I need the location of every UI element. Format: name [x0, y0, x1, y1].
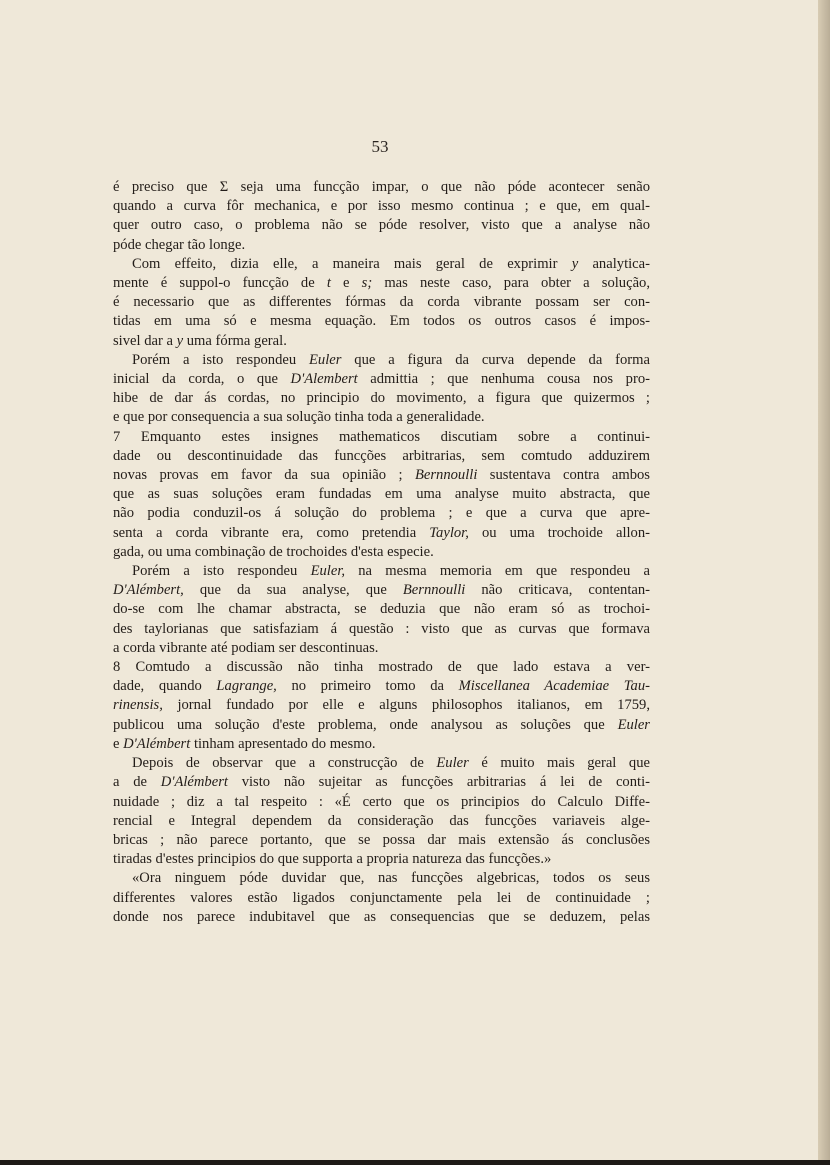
- text-segment: nuidade ; diz a tal respeito : «É certo que os principios do Calculo Diffe-: [113, 793, 650, 810]
- text-line: [113, 735, 650, 754]
- text-line: [113, 716, 650, 735]
- italic-text: D'Alembert: [290, 371, 358, 388]
- text-segment: não podia conduzil-os á solução do problema ; e que a curva que apre-: [113, 505, 650, 522]
- text-line: [113, 197, 650, 216]
- text-line: [113, 408, 650, 427]
- text-line: [113, 255, 650, 274]
- text-segment: que da sua analyse, que: [183, 582, 403, 599]
- text-line: [113, 236, 650, 255]
- text-line: [113, 504, 650, 523]
- text-segment: publicou uma solução d'este problema, onde analysou as soluções que: [113, 716, 618, 733]
- text-line: [113, 889, 650, 908]
- italic-text: y: [176, 332, 184, 349]
- text-segment: que as suas soluções eram fundadas em uma analyse muito abstracta, que: [113, 486, 650, 503]
- text-line: [113, 485, 650, 504]
- text-segment: não criticava, contentan-: [465, 582, 651, 599]
- text-segment: bricas ; não parece portanto, que se possa dar mais extensão ás conclusões: [113, 831, 650, 848]
- text-segment: visto não sujeitar as funcções arbitrarias á lei de conti-: [227, 774, 650, 791]
- text-line: [113, 447, 650, 466]
- italic-text: D'Alémbert: [123, 735, 191, 752]
- text-segment: tiradas d'estes principios do que supporta a propria natureza das funcções.»: [113, 851, 552, 868]
- page-edge-right: [818, 0, 830, 1160]
- page-edge-bottom: [0, 1160, 830, 1165]
- italic-text: t: [326, 275, 331, 292]
- text-line: [113, 562, 650, 581]
- italic-text: Euler: [617, 716, 650, 733]
- text-line: [113, 754, 650, 773]
- text-line: [113, 466, 650, 485]
- italic-text: y: [571, 255, 579, 272]
- text-line: [113, 620, 650, 639]
- text-line: [113, 793, 650, 812]
- text-line: [113, 389, 650, 408]
- text-segment: e que por consequencia a sua solução tinha toda a generalidade.: [113, 409, 485, 426]
- italic-text: Bernnoulli: [414, 467, 478, 484]
- text-segment: Com effeito, dizia elle, a maneira mais geral de exprimir: [132, 255, 572, 272]
- text-segment: e: [113, 735, 124, 752]
- italic-text: D'Alémbert,: [113, 582, 184, 599]
- text-segment: quando a curva fôr mechanica, e por isso mesmo continua ; e que, em qual-: [113, 198, 650, 215]
- text-segment: sivel dar a: [113, 332, 177, 349]
- text-segment: rencial e Integral dependem da consideração das funcções variaveis alge-: [113, 812, 650, 829]
- text-segment: donde nos parece indubitavel que as consequencias que se deduzem, pelas: [113, 908, 650, 925]
- text-line: [113, 696, 650, 715]
- text-line: [113, 639, 650, 658]
- text-segment: gada, ou uma combinação de trochoides d'esta especie.: [113, 543, 434, 560]
- text-segment: dade, quando: [113, 678, 217, 695]
- text-segment: jornal fundado por elle e alguns philosophos italianos, em 1759,: [162, 697, 650, 714]
- text-line: [113, 812, 650, 831]
- text-segment: mente é suppol-o funcção de: [113, 275, 327, 292]
- italic-text: Euler: [309, 351, 342, 368]
- text-segment: uma fórma geral.: [183, 332, 287, 349]
- text-segment: mas neste caso, para obter a solução,: [372, 275, 651, 292]
- text-line: [113, 773, 650, 792]
- text-line: [113, 428, 650, 447]
- text-line: [113, 908, 650, 927]
- italic-text: Euler: [436, 755, 469, 772]
- text-segment: que a figura da curva depende da forma: [341, 351, 650, 368]
- text-line: [113, 869, 650, 888]
- text-segment: hibe de dar ás cordas, no principio do movimento, a figura que quizermos ;: [113, 390, 650, 407]
- text-segment: e: [330, 275, 362, 292]
- text-line: [113, 831, 650, 850]
- text-segment: na mesma memoria em que respondeu a: [345, 563, 650, 580]
- text-line: [113, 658, 650, 677]
- italic-text: Lagrange,: [216, 678, 277, 695]
- text-segment: 7 Emquanto estes insignes mathematicos discutiam sobre a continui-: [113, 428, 650, 445]
- text-segment: do-se com lhe chamar abstracta, se deduzia que não eram só as trochoi-: [113, 601, 650, 618]
- text-segment: é necessario que as differentes fórmas da corda vibrante possam ser con-: [113, 294, 650, 311]
- text-segment: inicial da corda, o que: [113, 371, 291, 388]
- italic-text: Euler,: [310, 563, 346, 580]
- italic-text: Taylor,: [429, 524, 469, 541]
- italic-text: Bernnoulli: [402, 582, 466, 599]
- text-segment: des taylorianas que satisfaziam á questão : visto que as curvas que formava: [113, 620, 650, 637]
- italic-text: rinensis,: [113, 697, 163, 714]
- text-line: [113, 524, 650, 543]
- text-segment: dade ou descontinuidade das funcções arbitrarias, sem comtudo adduzirem: [113, 447, 650, 464]
- text-line: [113, 370, 650, 389]
- text-segment: 8 Comtudo a discussão não tinha mostrado de que lado estava a ver-: [113, 659, 650, 676]
- text-line: [113, 543, 650, 562]
- text-segment: admittia ; que nenhuma cousa nos pro-: [357, 371, 650, 388]
- text-segment: quer outro caso, o problema não se póde resolver, visto que a analyse não: [113, 217, 650, 234]
- text-segment: ou uma trochoide allon-: [468, 524, 651, 541]
- text-segment: senta a corda vibrante era, como pretendia: [113, 524, 430, 541]
- page-number: 53: [371, 137, 389, 156]
- text-line: [113, 332, 650, 351]
- text-segment: Porém a isto respondeu: [132, 351, 310, 368]
- text-segment: analytica-: [578, 255, 650, 272]
- text-segment: tinham apresentado do mesmo.: [190, 735, 376, 752]
- italic-text: Miscellanea Academiae Tau-: [458, 678, 650, 695]
- text-line: [113, 312, 650, 331]
- text-segment: a corda vibrante até podiam ser descontinuas.: [113, 639, 379, 656]
- italic-text: s;: [361, 275, 373, 292]
- text-segment: póde chegar tão longe.: [113, 236, 246, 253]
- text-segment: novas provas em favor da sua opinião ;: [113, 467, 415, 484]
- text-segment: é muito mais geral que: [468, 755, 650, 772]
- text-line: [113, 351, 650, 370]
- text-segment: «Ora ninguem póde duvidar que, nas funcções algebricas, todos os seus: [132, 870, 650, 887]
- text-line: [113, 293, 650, 312]
- text-line: [113, 178, 650, 197]
- text-segment: Porém a isto respondeu: [132, 563, 311, 580]
- text-line: [113, 600, 650, 619]
- text-segment: no primeiro tomo da: [276, 678, 459, 695]
- text-segment: sustentava contra ambos: [477, 467, 650, 484]
- body-text: [113, 178, 650, 927]
- text-line: [113, 274, 650, 293]
- text-segment: differentes valores estão ligados conjunctamente pela lei de continuidade ;: [113, 889, 650, 906]
- italic-text: D'Alémbert: [160, 774, 228, 791]
- text-line: [113, 850, 650, 869]
- text-line: [113, 677, 650, 696]
- text-line: [113, 581, 650, 600]
- text-segment: Depois de observar que a construcção de: [132, 755, 437, 772]
- text-segment: é preciso que Σ seja uma funcção impar, o que não póde acontecer senão: [113, 179, 650, 195]
- text-line: [113, 216, 650, 235]
- text-segment: tidas em uma só e mesma equação. Em todos os outros casos é impos-: [113, 313, 650, 330]
- text-segment: a de: [113, 774, 161, 791]
